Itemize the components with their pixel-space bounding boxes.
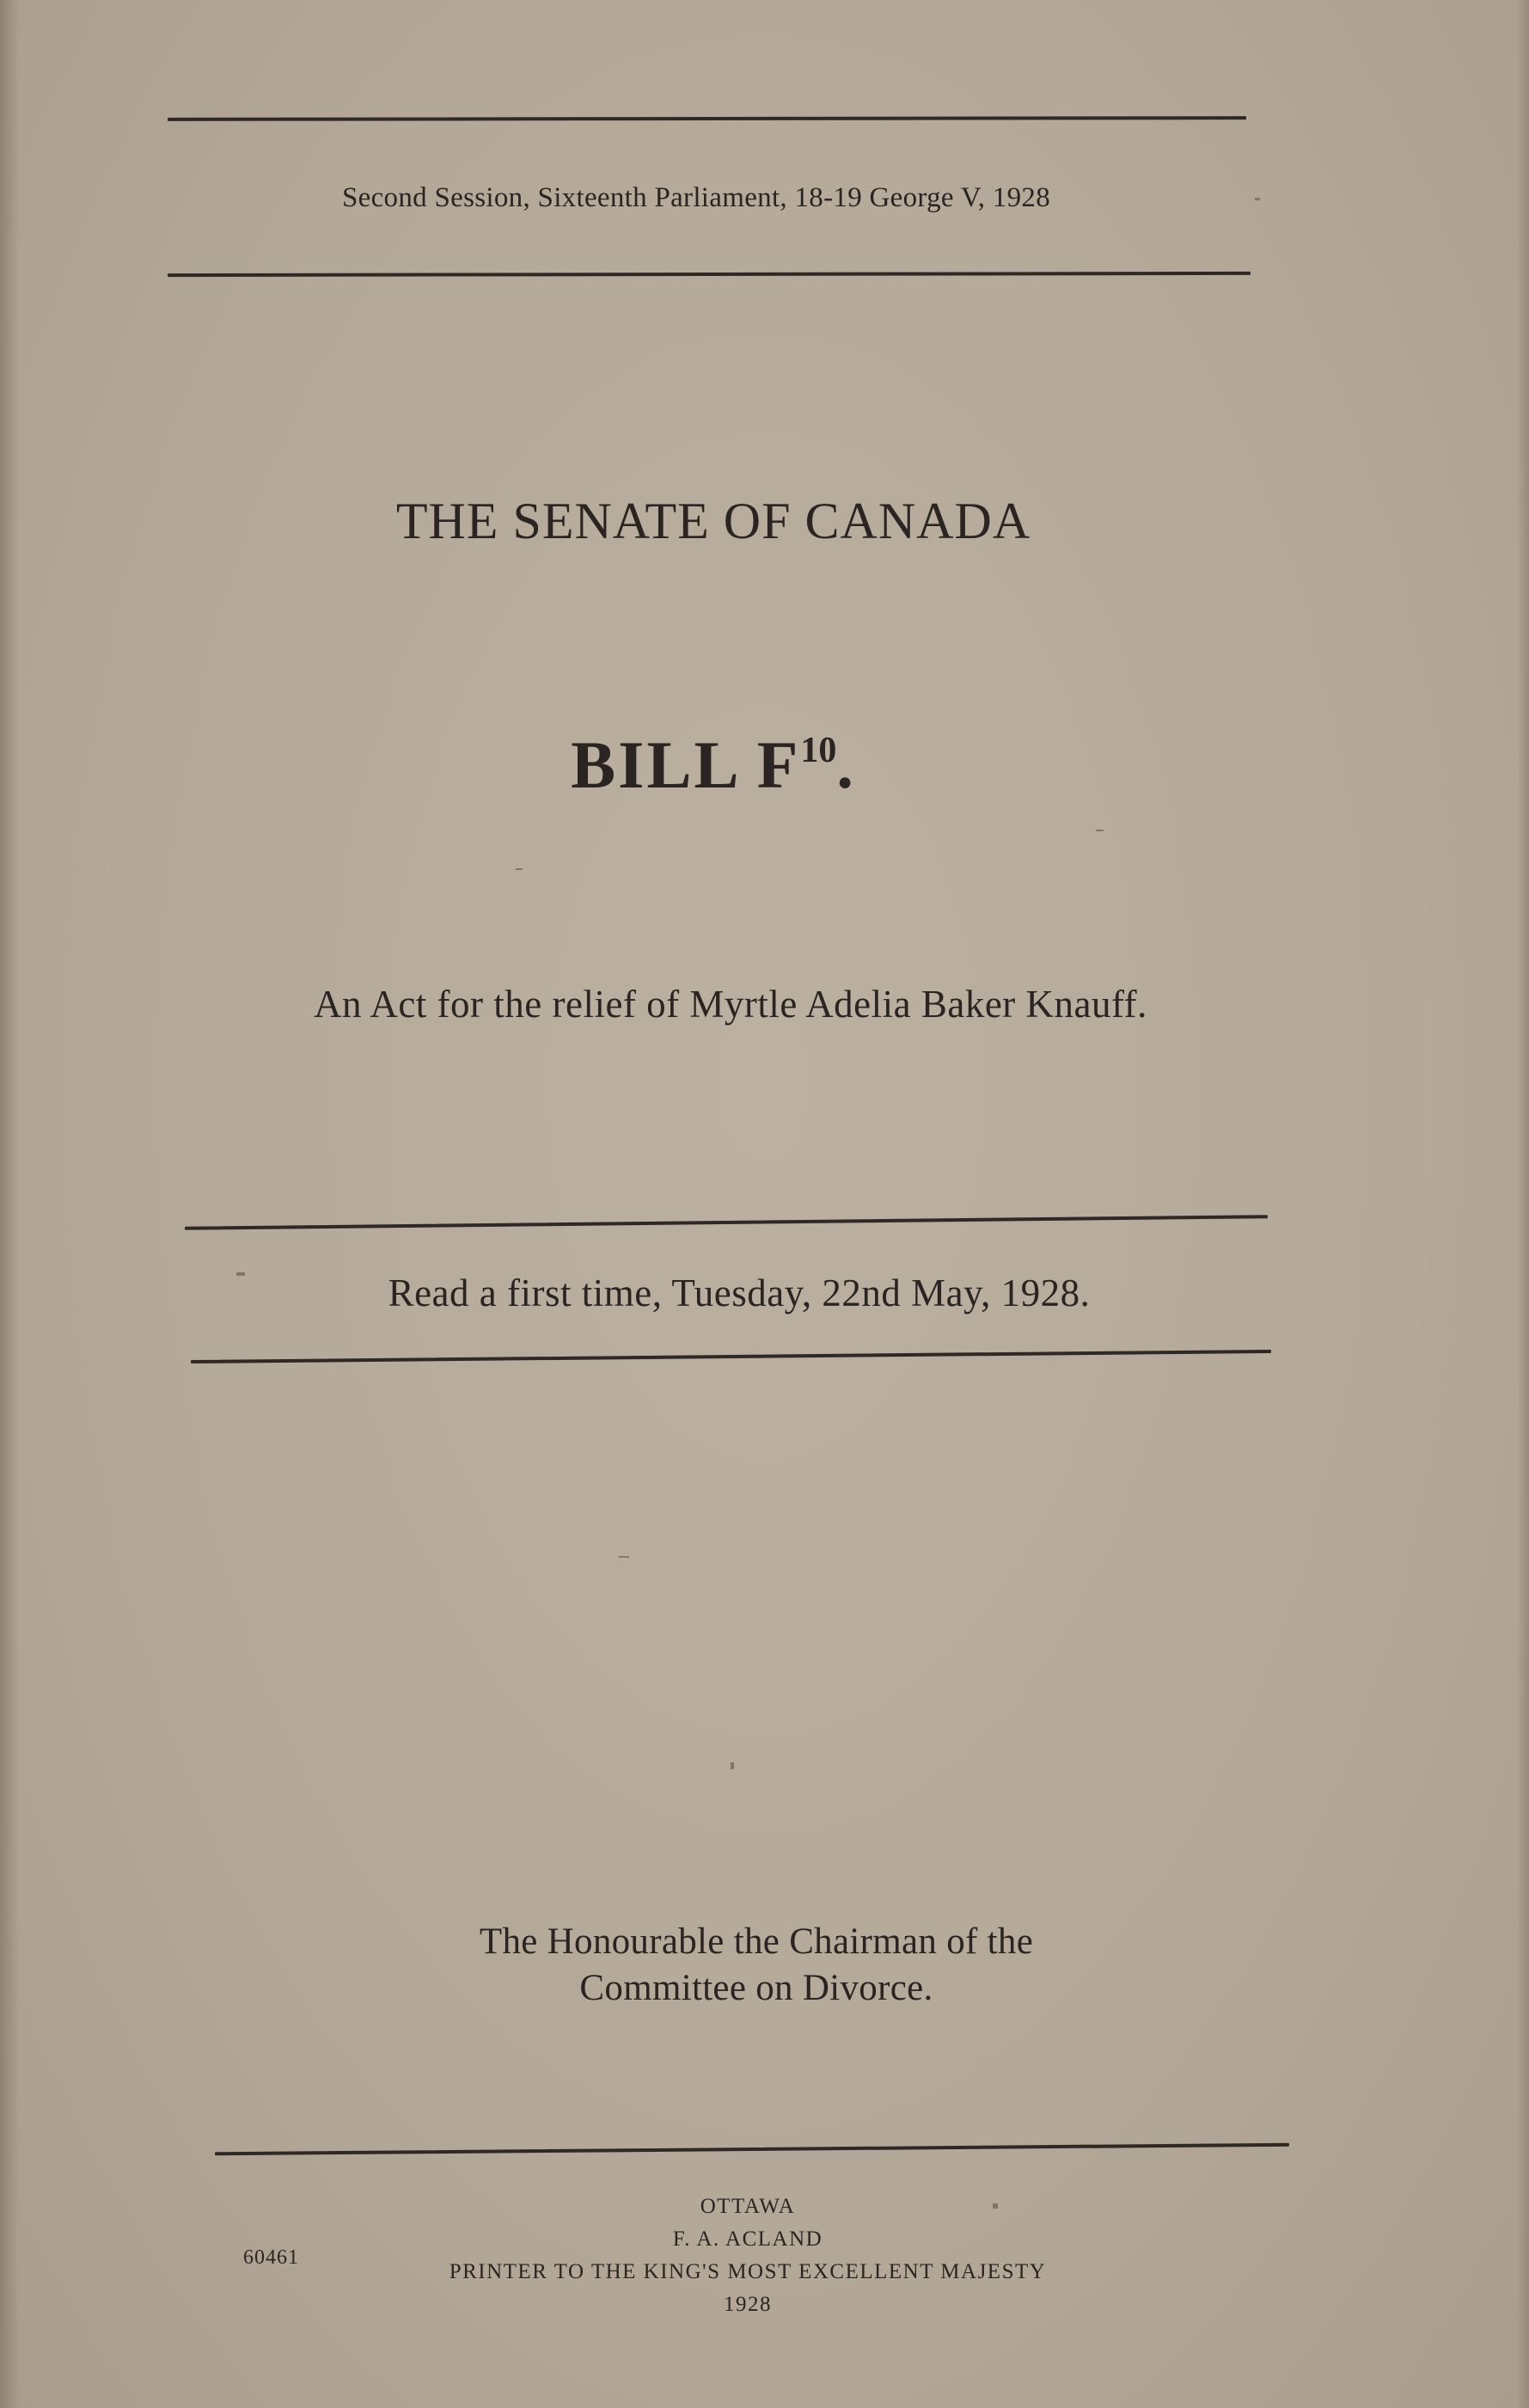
left-edge-shadow — [0, 0, 19, 2408]
imprint-title: PRINTER TO THE KING'S MOST EXCELLENT MAJESTY — [449, 2260, 1047, 2283]
paper-speck — [236, 1272, 245, 1276]
bill-number — [481, 726, 945, 804]
imprint-printer: F. A. ACLAND — [672, 2227, 823, 2251]
paper-speck — [1096, 830, 1104, 831]
imprint-year: 1928 — [724, 2293, 772, 2316]
bill-label: BILL F — [571, 727, 801, 802]
imprint-block — [275, 2190, 1220, 2321]
sponsor-line-1: The Honourable the Chairman of the — [479, 1921, 1034, 1962]
paper-speck — [1255, 198, 1260, 200]
paper-speck — [516, 868, 523, 870]
bill-period: . — [836, 727, 856, 802]
paper-speck — [993, 2203, 998, 2209]
header-bottom-rule — [168, 272, 1251, 277]
sponsor-block — [327, 1919, 1186, 2012]
bill-superscript: 10 — [800, 731, 837, 770]
right-edge-shadow — [1517, 0, 1529, 2408]
reading-top-rule — [185, 1215, 1268, 1230]
sponsor-line-2: Committee on Divorce. — [579, 1968, 933, 2008]
paper-speck — [731, 1762, 734, 1769]
paper-speck — [619, 1556, 629, 1558]
session-line: Second Session, Sixteenth Parliament, 18-19 George V, 1928 — [342, 182, 1050, 213]
print-code: 60461 — [243, 2246, 299, 2269]
imprint-city: OTTAWA — [700, 2195, 796, 2218]
reading-bottom-rule — [191, 1350, 1271, 1363]
first-reading-line: Read a first time, Tuesday, 22nd May, 1928. — [388, 1271, 1091, 1314]
act-title: An Act for the relief of Myrtle Adelia Baker Knauff. — [314, 983, 1147, 1026]
imprint-top-rule — [215, 2143, 1289, 2155]
senate-heading: THE SENATE OF CANADA — [395, 493, 1031, 549]
header-top-rule — [168, 116, 1246, 121]
